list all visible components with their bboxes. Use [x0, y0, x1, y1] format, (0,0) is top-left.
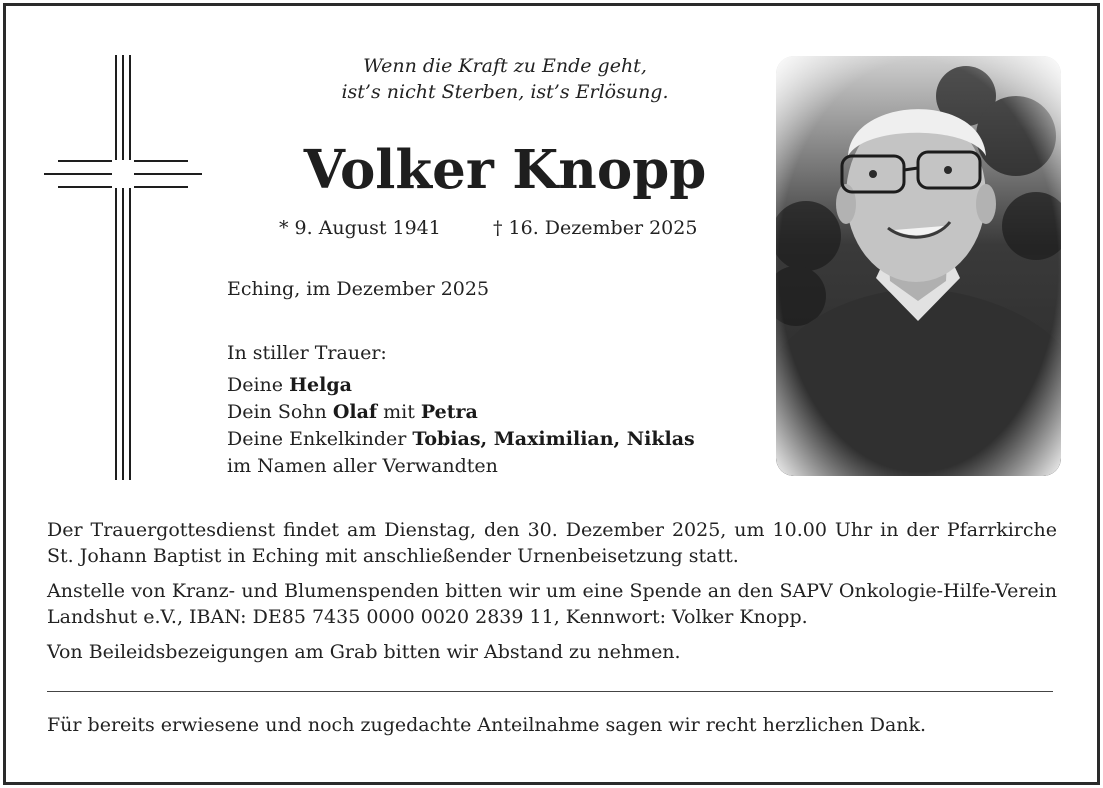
cross-icon	[40, 55, 206, 480]
thanks-line: Für bereits erwiesene und noch zugedachte Anteilnahme sagen wir recht herzlichen Dank.	[47, 714, 927, 736]
divider-line	[47, 691, 1053, 692]
mourner-prefix: Deine	[227, 374, 284, 396]
motto-line-2: ist’s nicht Sterben, ist’s Erlösung.	[341, 81, 669, 103]
mourner-name: Petra	[420, 401, 478, 423]
birth-date: * 9. August 1941	[279, 217, 441, 239]
condolence-paragraph: Von Beileidsbezeigungen am Grab bitten wir Abstand zu nehmen.	[47, 641, 681, 663]
place-and-date: Eching, im Dezember 2025	[227, 278, 490, 300]
mourner-line	[227, 372, 695, 399]
motto-line-1: Wenn die Kraft zu Ende geht,	[363, 55, 647, 77]
motto-verse	[230, 53, 780, 105]
mourner-prefix: Deine Enkelkinder	[227, 428, 407, 450]
mourner-name: Olaf	[332, 401, 378, 423]
mourner-line	[227, 399, 695, 426]
mourners-list	[227, 372, 695, 480]
deceased-name: Volker Knopp	[303, 139, 707, 201]
portrait-photo	[776, 56, 1061, 476]
mourner-connector: mit	[383, 401, 415, 423]
donation-paragraph: Anstelle von Kranz- und Blumenspenden bitten wir um eine Spende an den SAPV Onkologie-Hilfe-Verein Landshut e.V., IBAN: DE85 7435 0000 0020 2839 11, Kennwort: Volker Knopp.	[47, 580, 1057, 628]
service-paragraph: Der Trauergottesdienst findet am Dienstag, den 30. Dezember 2025, um 10.00 Uhr in der Pfarrkirche St. Johann Baptist in Eching mit anschließender Urnenbeisetzung statt.	[47, 519, 1057, 567]
mourner-name: Helga	[289, 374, 352, 396]
mourners-title: In stiller Trauer:	[227, 342, 387, 364]
mourner-names: Tobias, Maximilian, Niklas	[412, 428, 695, 450]
info-paragraphs	[47, 517, 1057, 674]
mourner-line: im Namen aller Verwandten	[227, 455, 498, 477]
death-date: † 16. Dezember 2025	[493, 217, 698, 239]
mourner-line	[227, 426, 695, 453]
mourner-prefix: Dein Sohn	[227, 401, 327, 423]
